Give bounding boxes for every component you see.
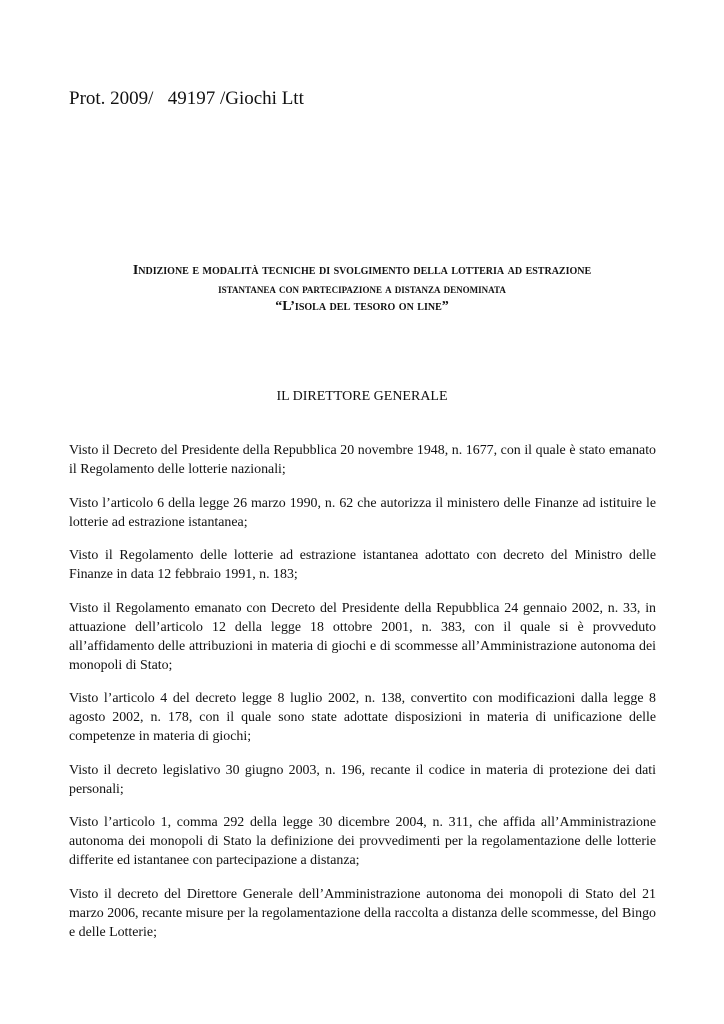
protocol-number: Prot. 2009/ 49197 /Giochi Ltt xyxy=(69,88,304,109)
paragraph-2: Visto l’articolo 6 della legge 26 marzo 1990, n. 62 che autorizza il ministero delle Finanze ad istituire le lotterie ad estrazione istantanea; xyxy=(69,495,656,530)
paragraph-3: Visto il Regolamento delle lotterie ad estrazione istantanea adottato con decreto del Ministro delle Finanze in data 12 febbraio 1991, n. 183; xyxy=(69,548,656,582)
document-title xyxy=(60,262,664,316)
paragraph-1: Visto il Decreto del Presidente della Repubblica 20 novembre 1948, n. 1677, con il quale è stato emanato il Regolamento delle lotterie nazionali; xyxy=(69,443,656,477)
title-line-1: Indizione e modalità tecniche di svolgimento della lotteria ad estrazione xyxy=(132,263,592,278)
paragraph-6: Visto il decreto legislativo 30 giugno 2003, n. 196, recante il codice in materia di protezione dei dati personali; xyxy=(69,762,656,797)
title-line-2: istantanea con partecipazione a distanza denominata xyxy=(218,282,506,296)
paragraph-8: Visto il decreto del Direttore Generale dell’Amministrazione autonoma dei monopoli di Stato del 21 marzo 2006, recante misure per la regolamentazione della raccolta a distanza delle scommesse, del Bingo e delle Lotterie; xyxy=(69,886,656,940)
paragraph-4: Visto il Regolamento emanato con Decreto del Presidente della Repubblica 24 gennaio 2002, n. 33, in attuazione dell’articolo 12 della legge 18 ottobre 2001, n. 383, con il quale si è provveduto all’affidamento delle attribuzioni in materia di giochi e di scommesse all’Amministrazione autonoma dei monopoli di Stato; xyxy=(69,600,656,673)
paragraph-7: Visto l’articolo 1, comma 292 della legge 30 dicembre 2004, n. 311, che affida all’Amministrazione autonoma dei monopoli di Stato la definizione dei provvedimenti per la regolamentazione delle lotterie differite ed istantanee con partecipazione a distanza; xyxy=(69,815,656,868)
paragraph-5: Visto l’articolo 4 del decreto legge 8 luglio 2002, n. 138, convertito con modificazioni dalla legge 8 agosto 2002, n. 178, con il quale sono state adottate disposizioni in materia di unificazione delle competenze in materia di giochi; xyxy=(69,691,656,744)
section-heading: IL DIRETTORE GENERALE xyxy=(276,389,448,404)
title-line-3: “L’isola del tesoro on line” xyxy=(275,299,449,314)
document-body xyxy=(69,441,656,956)
